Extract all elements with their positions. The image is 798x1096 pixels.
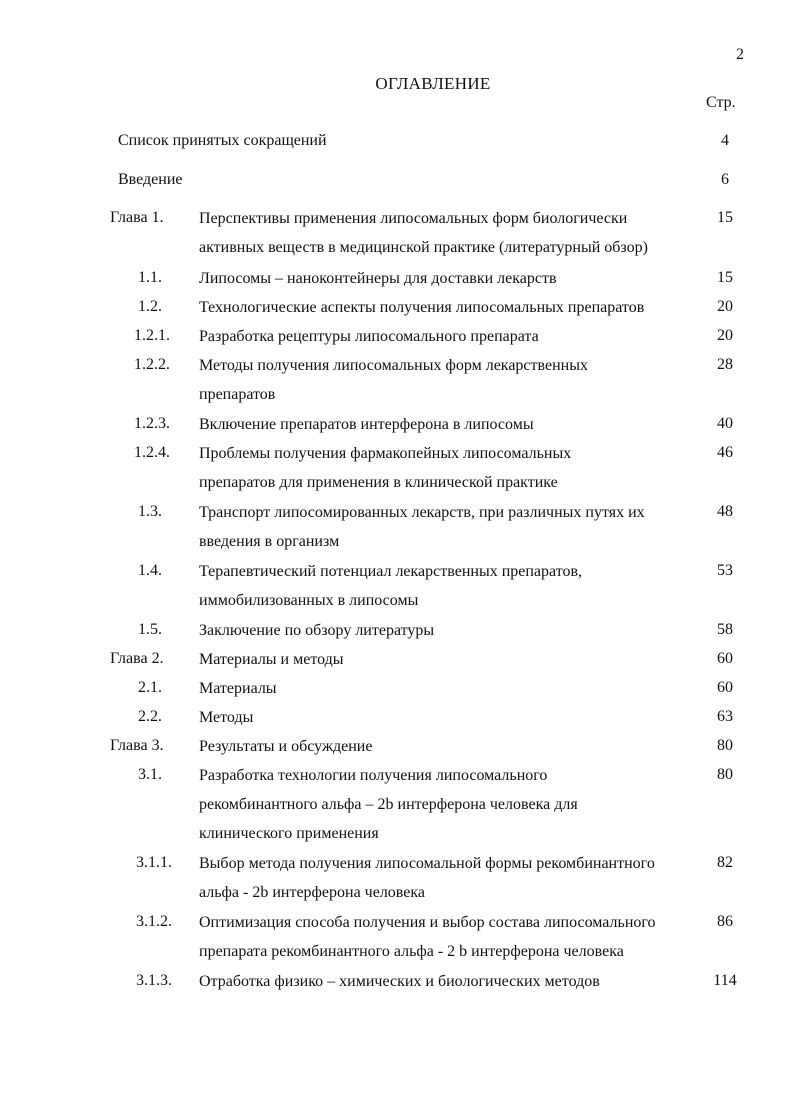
toc-entry-title (199, 732, 699, 761)
toc-entry-line: Результаты и обсуждение (199, 738, 373, 755)
toc-entry-line: Методы (199, 709, 254, 726)
toc-entry-page: 60 (717, 650, 733, 667)
toc-entry-number: 3.1.3. (136, 972, 172, 989)
toc-entry-line: препаратов для применения в клинической практике (199, 474, 558, 491)
toc-entry-line: Материалы (199, 680, 277, 697)
toc-entry-number: 1.2.4. (134, 444, 170, 461)
toc-entry-page: 82 (717, 854, 733, 871)
toc-entry-title (199, 264, 699, 293)
toc-entry-line: Включение препаратов интерферона в липосомы (199, 416, 534, 433)
toc-entry-line: Оптимизация способа получения и выбор состава липосомального (199, 914, 656, 931)
toc-entry-page: 15 (717, 209, 733, 226)
toc-entry-number: Глава 2. (110, 650, 164, 667)
toc-entry-page: 114 (713, 972, 737, 989)
toc-entry-number: 2.1. (138, 679, 162, 696)
toc-entry-line: Отработка физико – химических и биологических методов (199, 973, 600, 990)
toc-entry-title (199, 967, 699, 996)
toc-entry-page: 53 (717, 562, 733, 579)
toc-entry-1-3 (0, 502, 798, 550)
toc-entry-page: 46 (717, 444, 733, 461)
page-column-header: Стр. (706, 94, 736, 111)
toc-entry-page: 15 (717, 269, 733, 286)
toc-entry-line: Материалы и методы (199, 651, 344, 668)
toc-entry-line: клинического применения (199, 825, 379, 842)
toc-entry-3-1-1 (0, 853, 798, 901)
toc-entry-page: 20 (717, 298, 733, 315)
toc-entry-line: рекомбинантного альфа – 2b интерферона человека для (199, 796, 578, 813)
toc-entry-line: препарата рекомбинантного альфа - 2 b интерферона человека (199, 943, 624, 960)
toc-entry-title (199, 498, 699, 556)
toc-entry-page: 4 (721, 132, 729, 149)
toc-entry-title (199, 439, 681, 497)
toc-entry-chapter-1 (0, 208, 798, 256)
toc-entry-3-1-3 (0, 971, 798, 1001)
toc-entry-number: 1.3. (138, 503, 162, 520)
toc-entry-title (199, 293, 699, 322)
toc-entry-page: 60 (717, 679, 733, 696)
toc-entry-page: 28 (717, 356, 733, 373)
toc-entry-line: Методы получения липосомальных форм лекарственных (199, 357, 588, 374)
toc-entry-title (199, 557, 699, 615)
toc-entry-line: Разработка технологии получения липосомального (199, 767, 548, 784)
toc-entry-title (199, 849, 699, 907)
toc-entry-title (199, 322, 699, 351)
toc-entry-page: 6 (721, 171, 729, 188)
toc-entry-line: Заключение по обзору литературы (199, 622, 435, 639)
toc-entry-title (199, 616, 699, 645)
page-title: ОГЛАВЛЕНИЕ (375, 74, 491, 93)
toc-entry-line: введения в организм (199, 533, 340, 550)
toc-entry-title (199, 761, 683, 848)
toc-entry-line: Липосомы – наноконтейнеры для доставки лекарств (199, 270, 557, 287)
toc-entry-number: 1.2.1. (134, 327, 170, 344)
toc-entry-line: иммобилизованных в липосомы (199, 592, 419, 609)
toc-entry-title (199, 674, 699, 703)
toc-entry-introduction (0, 170, 798, 200)
toc-entry-line: альфа - 2b интерферона человека (199, 884, 425, 901)
toc-entry-number: 1.5. (138, 621, 162, 638)
toc-entry-number: 1.1. (138, 269, 162, 286)
toc-entry-title (199, 410, 699, 439)
toc-entry-number: 1.2.3. (134, 415, 170, 432)
toc-entry-page: 40 (717, 415, 733, 432)
toc-entry-3-1 (0, 765, 798, 842)
toc-entry-line: Перспективы применения липосомальных форм биологически (199, 210, 628, 227)
toc-entry-page: 86 (717, 913, 733, 930)
toc-entry-title: Введение (118, 171, 183, 188)
toc-entry-title (199, 645, 699, 674)
toc-entry-number: 3.1.2. (136, 913, 172, 930)
toc-entry-3-1-2 (0, 912, 798, 960)
toc-entry-page: 63 (717, 708, 733, 725)
toc-entry-page: 80 (717, 766, 733, 783)
toc-entry-number: 3.1.1. (136, 854, 172, 871)
toc-entry-number: 2.2. (138, 708, 162, 725)
toc-entry-line: Технологические аспекты получения липосомальных препаратов (199, 299, 645, 316)
toc-entry-page: 48 (717, 503, 733, 520)
toc-entry-page: 58 (717, 621, 733, 638)
page-number: 2 (736, 46, 744, 63)
toc-entry-line: активных веществ в медицинской практике (литературный обзор) (199, 239, 648, 256)
toc-entry-abbreviations (0, 131, 798, 161)
toc-entry-number: Глава 3. (110, 737, 164, 754)
toc-entry-number: 1.2. (138, 298, 162, 315)
toc-entry-number: 1.4. (138, 562, 162, 579)
toc-entry-line: Транспорт липосомированных лекарств, при различных путях их (199, 504, 645, 521)
toc-entry-1-2-4 (0, 443, 798, 491)
toc-entry-page: 20 (717, 327, 733, 344)
toc-entry-page: 80 (717, 737, 733, 754)
toc-entry-number: 1.2.2. (134, 356, 170, 373)
toc-entry-line: препаратов (199, 386, 276, 403)
toc-entry-1-4 (0, 561, 798, 609)
toc-entry-title (199, 703, 699, 732)
toc-entry-title (199, 204, 699, 262)
toc-entry-number: 3.1. (138, 766, 162, 783)
toc-entry-line: Выбор метода получения липосомальной формы рекомбинантного (199, 855, 655, 872)
toc-entry-title: Список принятых сокращений (118, 132, 327, 149)
toc-entry-1-2-2 (0, 355, 798, 403)
toc-entry-title (199, 908, 699, 966)
toc-entry-line: Разработка рецептуры липосомального препарата (199, 328, 539, 345)
toc-entry-line: Проблемы получения фармакопейных липосомальных (199, 445, 572, 462)
toc-entry-title (199, 351, 699, 409)
toc-entry-number: Глава 1. (110, 209, 164, 226)
toc-entry-line: Терапевтический потенциал лекарственных препаратов, (199, 563, 583, 580)
